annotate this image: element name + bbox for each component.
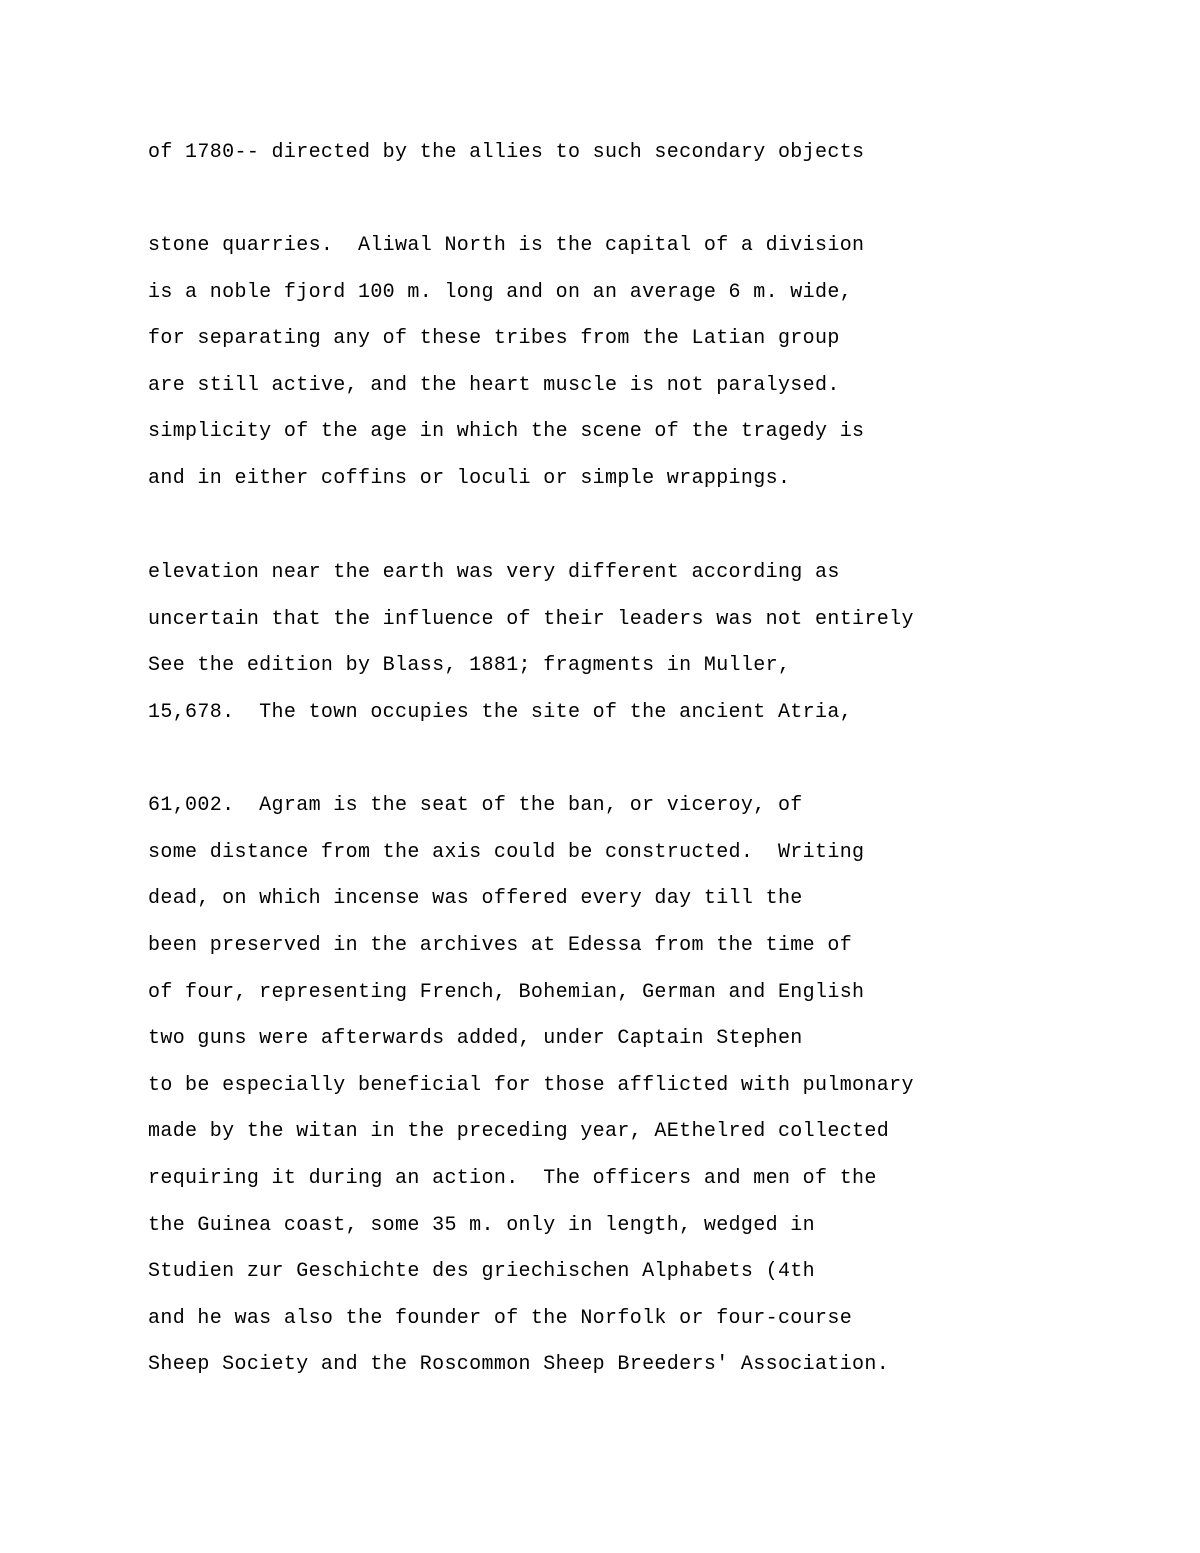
text-line: 61,002. Agram is the seat of the ban, or viceroy, of [148, 794, 803, 817]
text-line: simplicity of the age in which the scene of the tragedy is [148, 420, 865, 443]
text-line: two guns were afterwards added, under Captain Stephen [148, 1027, 803, 1050]
text-line: the Guinea coast, some 35 m. only in length, wedged in [148, 1214, 816, 1237]
text-line: are still active, and the heart muscle is not paralysed. [148, 374, 840, 397]
text-line: is a noble fjord 100 m. long and on an average 6 m. wide, [148, 281, 853, 304]
text-line: been preserved in the archives at Edessa from the time of [148, 934, 853, 957]
text-line: made by the witan in the preceding year, AEthelred collected [148, 1120, 890, 1143]
text-line: elevation near the earth was very different according as [148, 561, 840, 584]
text-line: dead, on which incense was offered every day till the [148, 887, 803, 910]
text-line: uncertain that the influence of their leaders was not entirely [148, 608, 914, 631]
text-line: stone quarries. Aliwal North is the capital of a division [148, 234, 865, 257]
text-line: See the edition by Blass, 1881; fragments in Muller, [148, 654, 791, 677]
text-line: and he was also the founder of the Norfolk or four-course [148, 1307, 853, 1330]
text-line: Sheep Society and the Roscommon Sheep Breeders' Association. [148, 1353, 890, 1376]
text-line: of 1780-- directed by the allies to such secondary objects [148, 141, 865, 164]
text-line: to be especially beneficial for those afflicted with pulmonary [148, 1074, 914, 1097]
text-line: some distance from the axis could be constructed. Writing [148, 841, 865, 864]
text-line: requiring it during an action. The officers and men of the [148, 1167, 877, 1190]
text-line: 15,678. The town occupies the site of the ancient Atria, [148, 701, 853, 724]
text-line: for separating any of these tribes from the Latian group [148, 327, 840, 350]
text-line: of four, representing French, Bohemian, German and English [148, 981, 865, 1004]
text-line: and in either coffins or loculi or simple wrappings. [148, 467, 791, 490]
text-line: Studien zur Geschichte des griechischen Alphabets (4th [148, 1260, 816, 1283]
